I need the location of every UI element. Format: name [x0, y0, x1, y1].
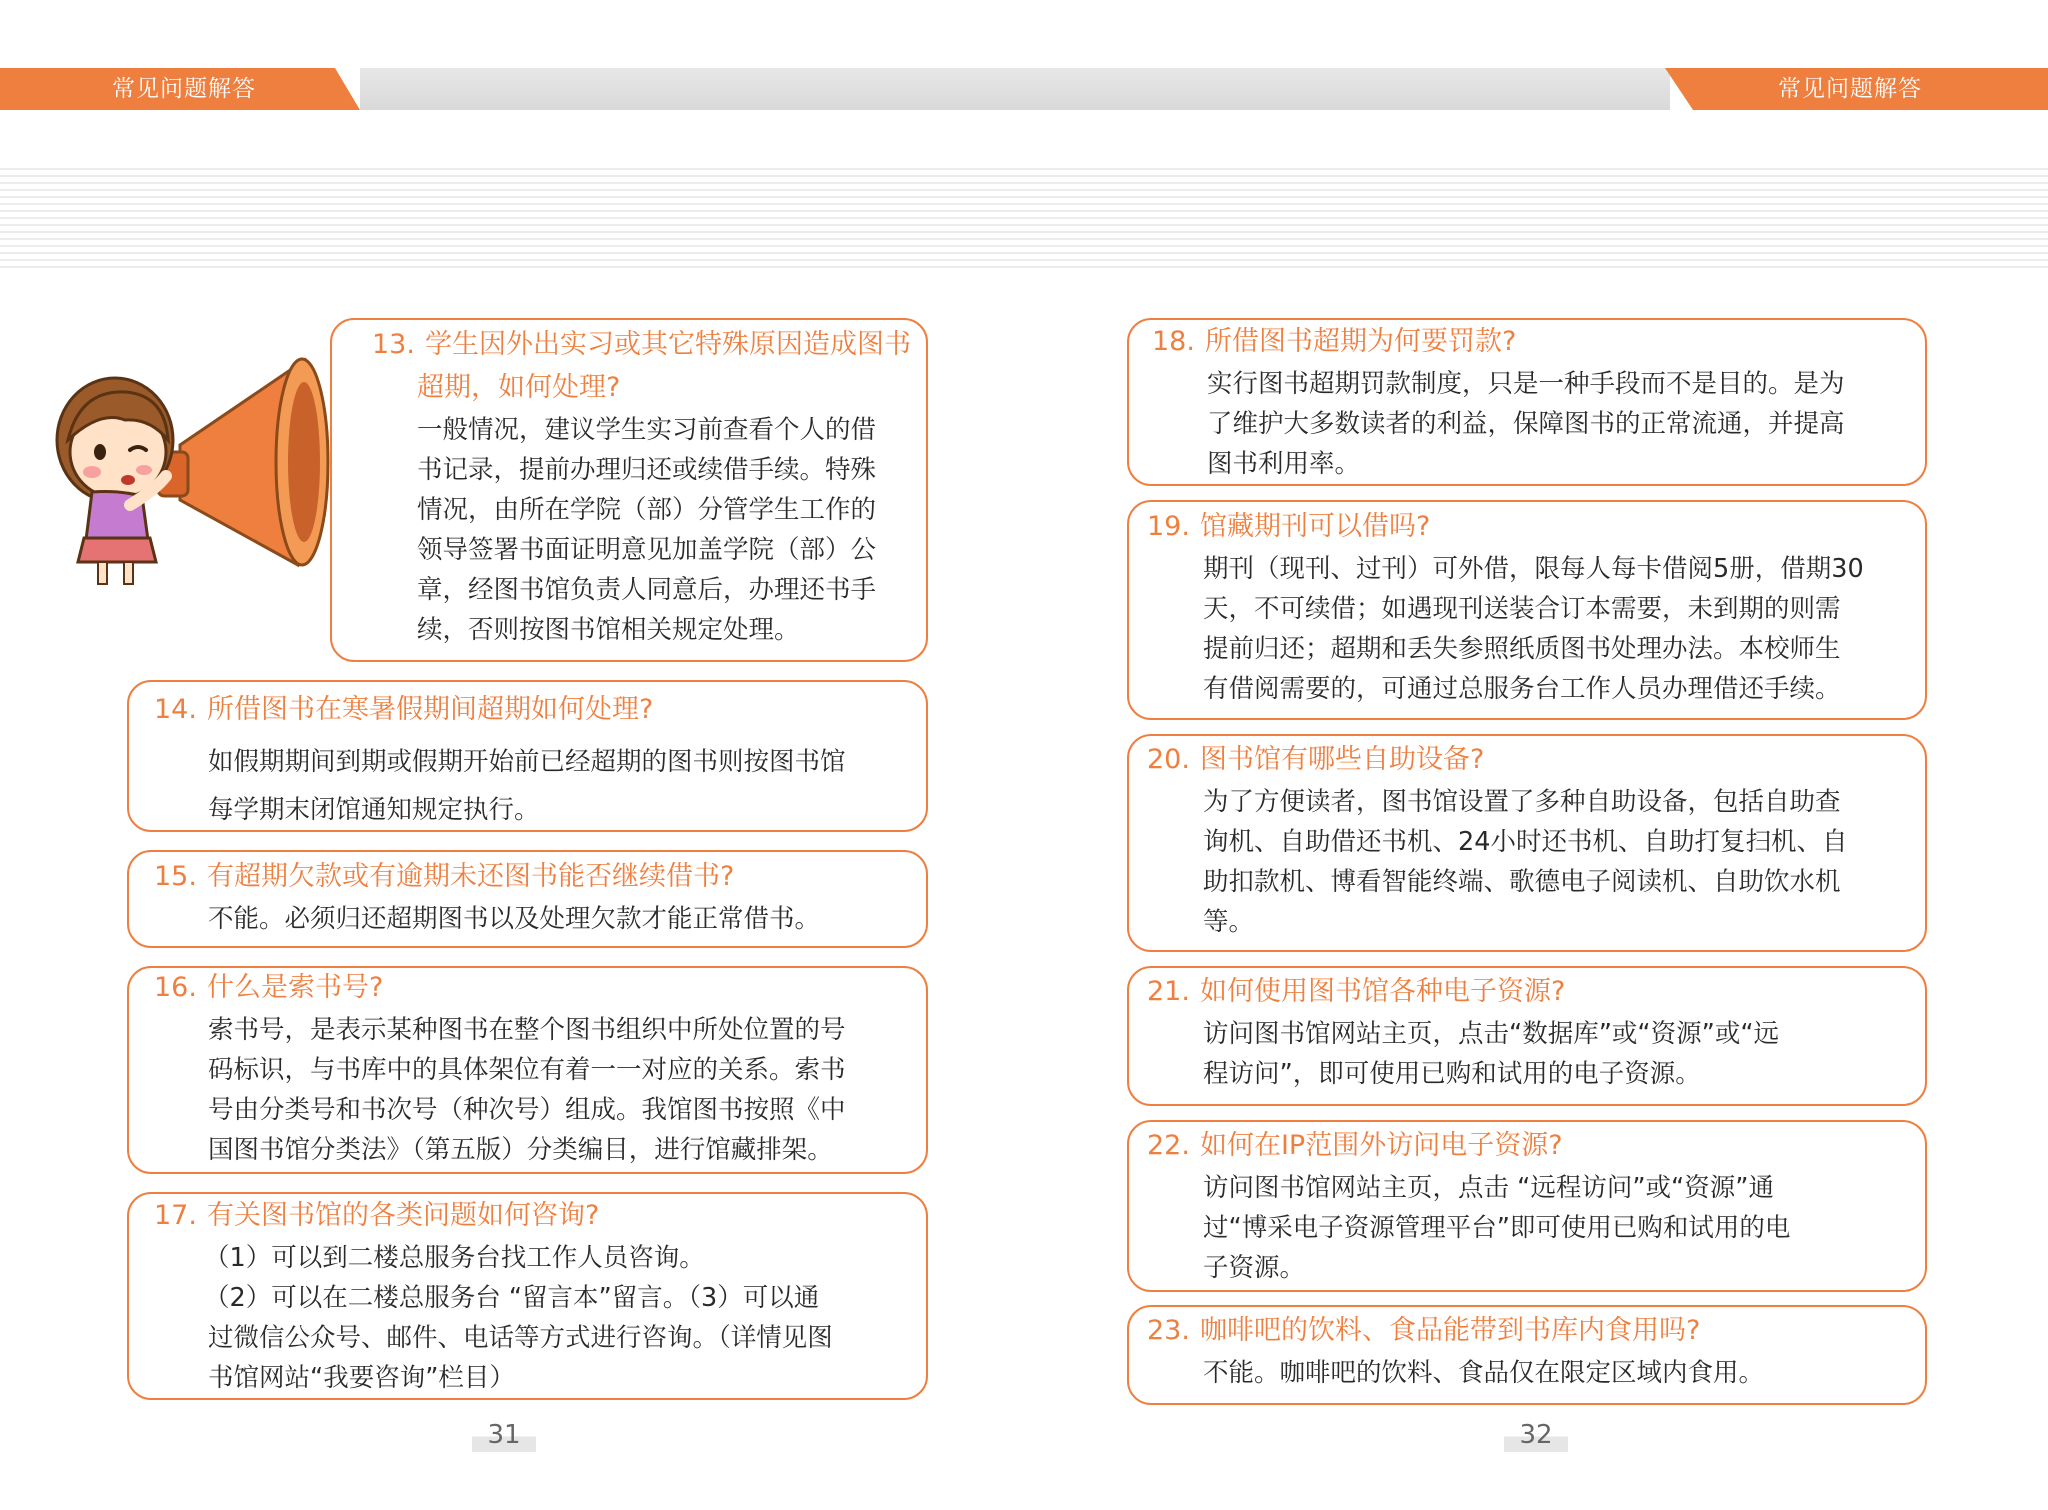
header-tab-left-label: 常见问题解答: [112, 76, 256, 102]
faq-19-question: 19. 馆藏期刊可以借吗?: [1147, 511, 1431, 542]
faq-15-question: 15. 有超期欠款或有逾期未还图书能否继续借书?: [154, 861, 735, 892]
faq-16-question: 16. 什么是索书号?: [154, 972, 384, 1003]
faq-15-answer: 不能。必须归还超期图书以及处理欠款才能正常借书。: [208, 904, 821, 934]
faq-23-question: 23. 咖啡吧的饮料、食品能带到书库内食用吗?: [1147, 1315, 1701, 1346]
faq-13-question-line2: 超期，如何处理?: [417, 372, 621, 403]
faq-14-question: 14. 所借图书在寒暑假期间超期如何处理?: [154, 694, 654, 725]
faq-17-question: 17. 有关图书馆的各类问题如何咨询?: [154, 1200, 600, 1231]
header-band: [360, 68, 1670, 110]
girl-megaphone-icon: [30, 340, 360, 600]
page-number-left: 31: [472, 1418, 536, 1452]
faq-13-question-line1: 13. 学生因外出实习或其它特殊原因造成图书: [372, 329, 911, 360]
decorative-stripes: [0, 168, 2048, 268]
faq-18-answer: 实行图书超期罚款制度，只是一种手段而不是目的。是为 了维护大多数读者的利益，保障图书的正常流通，并提高 图书利用率。: [1207, 369, 1845, 479]
faq-16-answer: 索书号，是表示某种图书在整个图书组织中所处位置的号 码标识，与书库中的具体架位有着一一对应的关系。索书 号由分类号和书次号（种次号）组成。我馆图书按照《中 国图书馆分类法》（第五版）分类编目，进行馆藏排架。: [208, 1015, 846, 1165]
faq-20-question: 20. 图书馆有哪些自助设备?: [1147, 744, 1485, 775]
faq-21-answer: 访问图书馆网站主页，点击“数据库”或“资源”或“远 程访问”，即可使用已购和试用的电子资源。: [1203, 1019, 1780, 1089]
faq-21-question: 21. 如何使用图书馆各种电子资源?: [1147, 976, 1566, 1007]
faq-23-answer: 不能。咖啡吧的饮料、食品仅在限定区域内食用。: [1203, 1358, 1765, 1388]
faq-14-answer: 如假期期间到期或假期开始前已经超期的图书则按图书馆 每学期末闭馆通知规定执行。: [208, 747, 846, 825]
faq-13-answer: 一般情况，建议学生实习前查看个人的借 书记录，提前办理归还或续借手续。特殊 情况，由所在学院（部）分管学生工作的 领导签署书面证明意见加盖学院（部）公 章，经图书馆负责人同意后，办理还书手 续，否则按图书馆相关规定处理。: [417, 415, 877, 645]
page-number-right: 32: [1504, 1418, 1568, 1452]
faq-17-answer: （1）可以到二楼总服务台找工作人员咨询。 （2）可以在二楼总服务台 “留言本”留言。（3）可以通 过微信公众号、邮件、电话等方式进行咨询。（详情见图 书馆网站“我要咨询”栏目）: [204, 1243, 833, 1393]
faq-18-question: 18. 所借图书超期为何要罚款?: [1152, 326, 1517, 357]
header-tab-right-label: 常见问题解答: [1778, 76, 1922, 102]
faq-19-answer: 期刊（现刊、过刊）可外借，限每人每卡借阅5册，借期30 天，不可续借；如遇现刊送装合订本需要，未到期的则需 提前归还；超期和丢失参照纸质图书处理办法。本校师生 有借阅需要的，可通过总服务台工作人员办理借还手续。: [1203, 554, 1864, 704]
faq-22-answer: 访问图书馆网站主页，点击 “远程访问”或“资源”通 过“博采电子资源管理平台”即可使用已购和试用的电 子资源。: [1203, 1173, 1791, 1283]
faq-22-question: 22. 如何在IP范围外访问电子资源?: [1147, 1130, 1563, 1161]
faq-20-answer: 为了方便读者，图书馆设置了多种自助设备，包括自助查 询机、自助借还书机、24小时还书机、自助打复扫机、自 助扣款机、博看智能终端、歌德电子阅读机、自助饮水机 等。: [1203, 787, 1848, 937]
